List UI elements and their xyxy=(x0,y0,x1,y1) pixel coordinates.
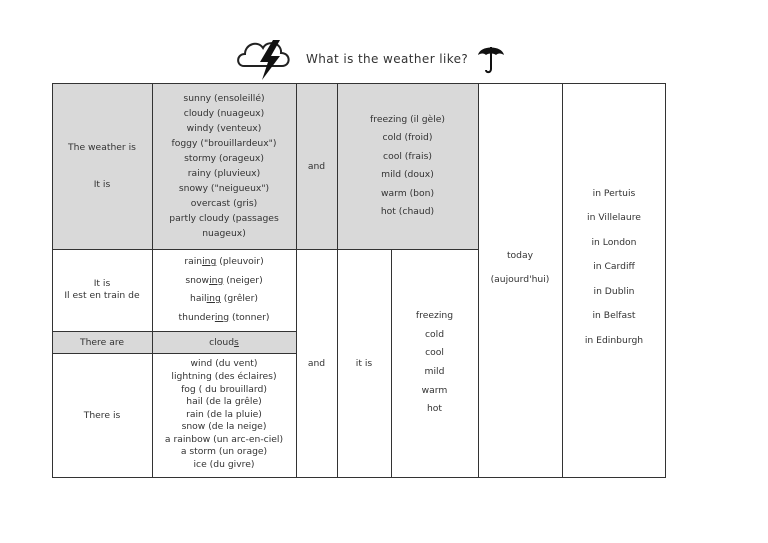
row4-subject xyxy=(52,353,152,477)
temperature: cool (frais) xyxy=(383,150,432,162)
noun: rain (de la pluie) xyxy=(186,408,262,420)
temperature: mild xyxy=(424,366,445,377)
adjective: snowy ("neigueux") xyxy=(178,183,270,194)
time-today-fr: (aujourd'hui) xyxy=(490,273,550,285)
verb-ending: ing xyxy=(209,274,224,286)
temperature: mild (doux) xyxy=(381,169,434,180)
adjective: sunny (ensoleillé) xyxy=(183,93,265,104)
adjective: rainy (pluvieux) xyxy=(187,168,261,179)
place: in Dublin xyxy=(593,285,635,297)
noun: fog ( du brouillard) xyxy=(181,383,267,395)
noun: wind (du vent) xyxy=(190,358,258,370)
place: in Edinburgh xyxy=(584,334,644,346)
time-column xyxy=(478,83,562,452)
temperature: freezing (il gèle) xyxy=(370,113,445,125)
adjective: foggy ("brouillardeux") xyxy=(171,138,277,149)
noun: snow (de la neige) xyxy=(181,421,267,433)
verb xyxy=(185,272,262,291)
temperature: cold (froid) xyxy=(382,132,433,143)
noun-stem: cloud xyxy=(209,336,235,348)
verb-stem: snow xyxy=(185,274,210,286)
temperature: cold xyxy=(424,328,445,340)
verb xyxy=(184,253,263,272)
lower-temps xyxy=(391,249,478,477)
temperature: warm (bon) xyxy=(380,187,435,199)
place: in Pertuis xyxy=(592,187,636,199)
row1-subject-line-2: It is xyxy=(93,179,111,190)
adjective: nuageux) xyxy=(202,228,246,239)
noun: lightning (des éclaires) xyxy=(171,370,277,382)
row2-subject xyxy=(52,249,152,331)
lower-it-is xyxy=(337,249,391,477)
temperature: hot (chaud) xyxy=(380,206,435,217)
adjective: windy (venteux) xyxy=(186,123,262,134)
noun: hail (de la grêle) xyxy=(186,396,262,408)
verb-ending: ing xyxy=(214,311,230,323)
verb xyxy=(190,290,258,309)
row3-noun xyxy=(152,331,296,353)
noun-plural-suffix: s xyxy=(234,336,239,348)
row1-temps xyxy=(337,83,478,249)
noun-clouds xyxy=(209,335,239,350)
temperature: freezing xyxy=(415,309,454,321)
row4-subject-text: There is xyxy=(83,409,121,421)
verb-french: (neiger) xyxy=(223,274,263,286)
noun: ice (du givre) xyxy=(193,459,255,471)
temperature: warm xyxy=(421,384,448,396)
verb-french: (grêler) xyxy=(220,293,258,304)
place: in Villelaure xyxy=(587,212,641,224)
verb-stem: hail xyxy=(190,293,207,304)
verb-ending: ing xyxy=(206,293,221,304)
row1-adjectives xyxy=(152,83,296,249)
row2-subject-line-1: It is xyxy=(93,278,111,289)
time-today: today xyxy=(506,249,534,261)
verb-stem: thunder xyxy=(178,311,215,323)
connector-and: and xyxy=(307,357,326,369)
worksheet-title: What is the weather like? xyxy=(306,52,469,66)
connector-and: and xyxy=(307,160,326,172)
row3-subject-text: There are xyxy=(79,336,125,348)
noun: a rainbow (un arc-en-ciel) xyxy=(164,433,284,445)
row1-subject-line-1: The weather is xyxy=(68,142,136,153)
adjective: partly cloudy (passages xyxy=(169,213,279,224)
row1-subject xyxy=(52,83,152,249)
place: in Cardiff xyxy=(593,261,635,273)
adjective: stormy (orageux) xyxy=(184,153,264,164)
it-is-text: it is xyxy=(355,357,373,369)
row4-nouns xyxy=(152,353,296,477)
temperature: hot xyxy=(426,403,443,415)
verb-stem: rain xyxy=(184,256,203,267)
lower-connector xyxy=(296,249,337,477)
places-column xyxy=(562,83,666,452)
noun: a storm (un orage) xyxy=(180,446,268,458)
adjective: cloudy (nuageux) xyxy=(183,108,265,119)
row2-subject-line-2: Il est en train de xyxy=(64,290,140,301)
verb-french: (pleuvoir) xyxy=(216,256,264,267)
row3-subject xyxy=(52,331,152,353)
verb-ending: ing xyxy=(202,256,217,267)
verb-french: (tonner) xyxy=(229,311,270,323)
row1-connector xyxy=(296,83,337,249)
temperature: cool xyxy=(425,347,444,359)
adjective: overcast (gris) xyxy=(190,198,258,209)
row2-verbs xyxy=(152,249,296,331)
verb xyxy=(179,309,270,328)
place: in Belfast xyxy=(592,310,636,322)
place: in London xyxy=(591,236,637,248)
